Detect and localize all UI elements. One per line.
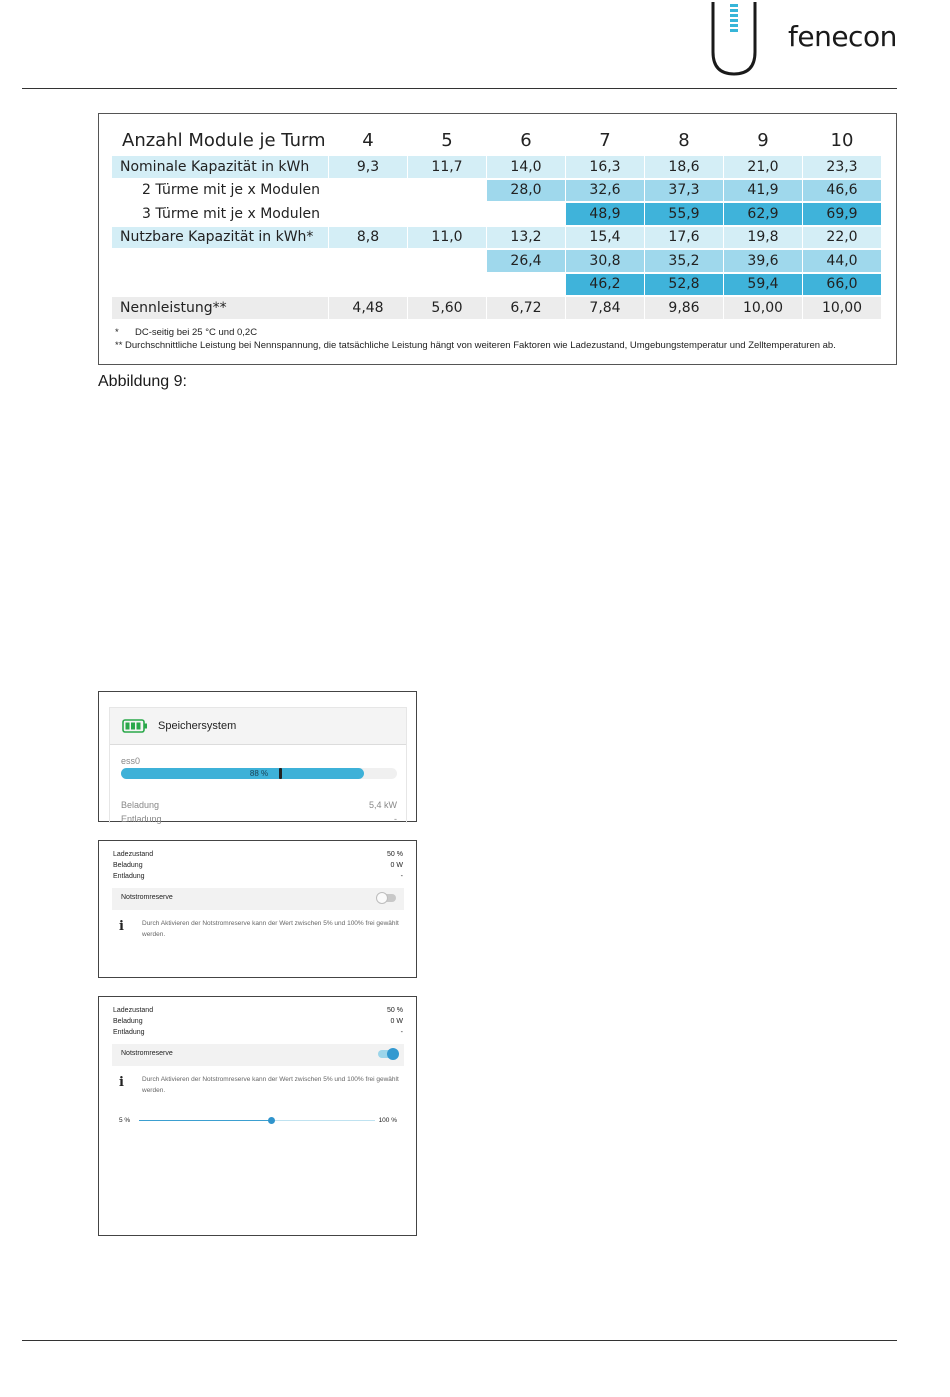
table-header-label: Anzahl Module je Turm (122, 129, 326, 151)
slider-thumb[interactable] (268, 1117, 275, 1124)
table-cell: 41,9 (724, 180, 802, 202)
table-cell (329, 203, 407, 225)
screenshot-storage-widget (98, 691, 417, 822)
table-cell: 9,86 (645, 297, 723, 319)
table-cell: 39,6 (724, 250, 802, 272)
soc-value: 50 % (387, 851, 403, 858)
table-cell: 5,60 (408, 297, 486, 319)
soc-row (113, 1006, 403, 1016)
table-cell: 28,0 (487, 180, 565, 202)
table-cell (487, 274, 565, 296)
screenshot-reserve-on (98, 996, 417, 1236)
table-row (112, 180, 881, 202)
table-header-cell: 8 (678, 129, 690, 151)
discharge-value: - (400, 1029, 403, 1036)
table-row (112, 203, 881, 225)
table-header-cell: 4 (362, 129, 374, 151)
figure-caption: Abbildung 9: (98, 373, 187, 390)
table-cell: 14,0 (487, 156, 565, 178)
table-cell: 46,6 (803, 180, 881, 202)
charge-row (113, 1017, 403, 1027)
charge-label: Beladung (113, 862, 143, 869)
info-icon: i (119, 919, 124, 934)
footnote-1-text: DC-seitig bei 25 °C und 0,2C (135, 327, 258, 338)
row-label (112, 250, 328, 272)
slider-fill (139, 1120, 271, 1121)
row-label: 3 Türme mit je x Modulen (142, 205, 321, 222)
table-cell: 69,9 (803, 203, 881, 225)
header-divider (22, 88, 897, 89)
table-cell (408, 274, 486, 296)
table-cell: 13,2 (487, 227, 565, 249)
charge-label: Beladung (113, 1018, 143, 1025)
device-label: ess0 (121, 756, 141, 766)
discharge-label: Entladung (113, 1029, 145, 1036)
soc-label: Ladezustand (113, 1007, 154, 1014)
table-cell: 22,0 (803, 227, 881, 249)
table-cell: 21,0 (724, 156, 802, 178)
reserve-toggle[interactable] (378, 894, 396, 902)
screenshot-reserve-off (98, 840, 417, 978)
row-label: Nominale Kapazität in kWh (112, 156, 328, 178)
reserve-toggle-label: Notstromreserve (121, 1050, 173, 1057)
charge-row (113, 861, 403, 871)
table-cell (329, 180, 407, 202)
table-cell: 18,6 (645, 156, 723, 178)
table-cell: 26,4 (487, 250, 565, 272)
reserve-toggle-label: Notstromreserve (121, 894, 173, 901)
table-cell: 16,3 (566, 156, 644, 178)
slider-track[interactable] (139, 1120, 375, 1121)
table-header-cell: 6 (520, 129, 532, 151)
charge-value: 5,4 kW (368, 800, 397, 810)
table-cell: 48,9 (566, 203, 644, 225)
table-cell: 37,3 (645, 180, 723, 202)
table-cell: 23,3 (803, 156, 881, 178)
table-header-cell: 10 (830, 129, 854, 151)
table-body (112, 156, 881, 319)
storage-card-title: Speichersystem (158, 720, 237, 732)
soc-progress-bar (121, 768, 397, 779)
table-cell: 11,0 (408, 227, 486, 249)
footer-divider (22, 1340, 897, 1341)
table-cell: 15,4 (566, 227, 644, 249)
discharge-row (113, 1028, 403, 1038)
row-label: 2 Türme mit je x Modulen (142, 182, 321, 199)
table-cell: 4,48 (329, 297, 407, 319)
brand-name: fenecon (788, 20, 897, 53)
soc-label: Ladezustand (113, 851, 154, 858)
table-cell: 17,6 (645, 227, 723, 249)
table-cell: 59,4 (724, 274, 802, 296)
table-header-cell: 5 (441, 129, 453, 151)
soc-row (113, 850, 403, 860)
info-text: Durch Aktivieren der Notstromreserve kann der Wert zwischen 5% und 100% frei gewählt werden. (142, 1076, 399, 1094)
table-cell (329, 250, 407, 272)
info-text: Durch Aktivieren der Notstromreserve kann der Wert zwischen 5% und 100% frei gewählt werden. (142, 920, 399, 938)
table-cell: 52,8 (645, 274, 723, 296)
table-cell: 30,8 (566, 250, 644, 272)
table-row (112, 250, 881, 272)
storage-card-header[interactable] (110, 708, 406, 745)
slider-max-label: 100 % (378, 1117, 397, 1124)
capacity-table-figure (98, 113, 897, 365)
table-cell (408, 180, 486, 202)
fenecon-logo-mark (703, 0, 765, 78)
table-cell (487, 203, 565, 225)
row-label: Nennleistung** (112, 297, 328, 319)
reserve-slider[interactable] (119, 1116, 397, 1126)
table-cell: 35,2 (645, 250, 723, 272)
table-row (112, 297, 881, 319)
charge-value: 0 W (390, 862, 403, 869)
storage-card[interactable] (109, 707, 407, 823)
info-icon: i (119, 1075, 124, 1090)
table-cell (329, 274, 407, 296)
footnote-2: ** Durchschnittliche Leistung bei Nennspannung, die tatsächliche Leistung hängt von weiteren Faktoren wie Ladezustand, Umgebungstemperatur und Zelltemperaturen ab. (115, 340, 836, 351)
table-header-row (112, 126, 881, 154)
soc-progress-text: 88 % (249, 769, 269, 778)
table-cell: 62,9 (724, 203, 802, 225)
table-cell: 6,72 (487, 297, 565, 319)
table-row (112, 227, 881, 249)
discharge-row (121, 814, 397, 824)
charge-row (121, 800, 397, 810)
table-row (112, 156, 881, 178)
slider-min-label: 5 % (119, 1117, 131, 1124)
discharge-row (113, 872, 403, 882)
table-header-cell: 7 (599, 129, 611, 151)
discharge-label: Entladung (121, 814, 162, 824)
table-cell: 32,6 (566, 180, 644, 202)
table-cell: 8,8 (329, 227, 407, 249)
table-cell: 44,0 (803, 250, 881, 272)
table-cell: 10,00 (803, 297, 881, 319)
discharge-value: - (394, 814, 397, 824)
table-cell: 7,84 (566, 297, 644, 319)
footnote-1-mark: * (115, 327, 119, 338)
charge-value: 0 W (390, 1018, 403, 1025)
reserve-toggle-row (112, 888, 404, 910)
table-cell: 9,3 (329, 156, 407, 178)
capacity-table (111, 124, 882, 321)
table-cell: 19,8 (724, 227, 802, 249)
soc-value: 50 % (387, 1007, 403, 1014)
table-cell (408, 203, 486, 225)
table-cell: 66,0 (803, 274, 881, 296)
table-header-cell: 9 (757, 129, 769, 151)
row-label: Nutzbare Kapazität in kWh* (112, 227, 328, 249)
table-cell (408, 250, 486, 272)
table-cell: 46,2 (566, 274, 644, 296)
reserve-toggle-row (112, 1044, 404, 1066)
row-label (112, 274, 328, 296)
table-footnotes (115, 326, 836, 352)
battery-icon (122, 719, 148, 733)
table-cell: 11,7 (408, 156, 486, 178)
table-cell: 55,9 (645, 203, 723, 225)
soc-marker (279, 768, 282, 779)
discharge-value: - (400, 873, 403, 880)
discharge-label: Entladung (113, 873, 145, 880)
table-row (112, 274, 881, 296)
reserve-toggle[interactable] (378, 1050, 396, 1058)
charge-label: Beladung (121, 800, 160, 810)
table-cell: 10,00 (724, 297, 802, 319)
